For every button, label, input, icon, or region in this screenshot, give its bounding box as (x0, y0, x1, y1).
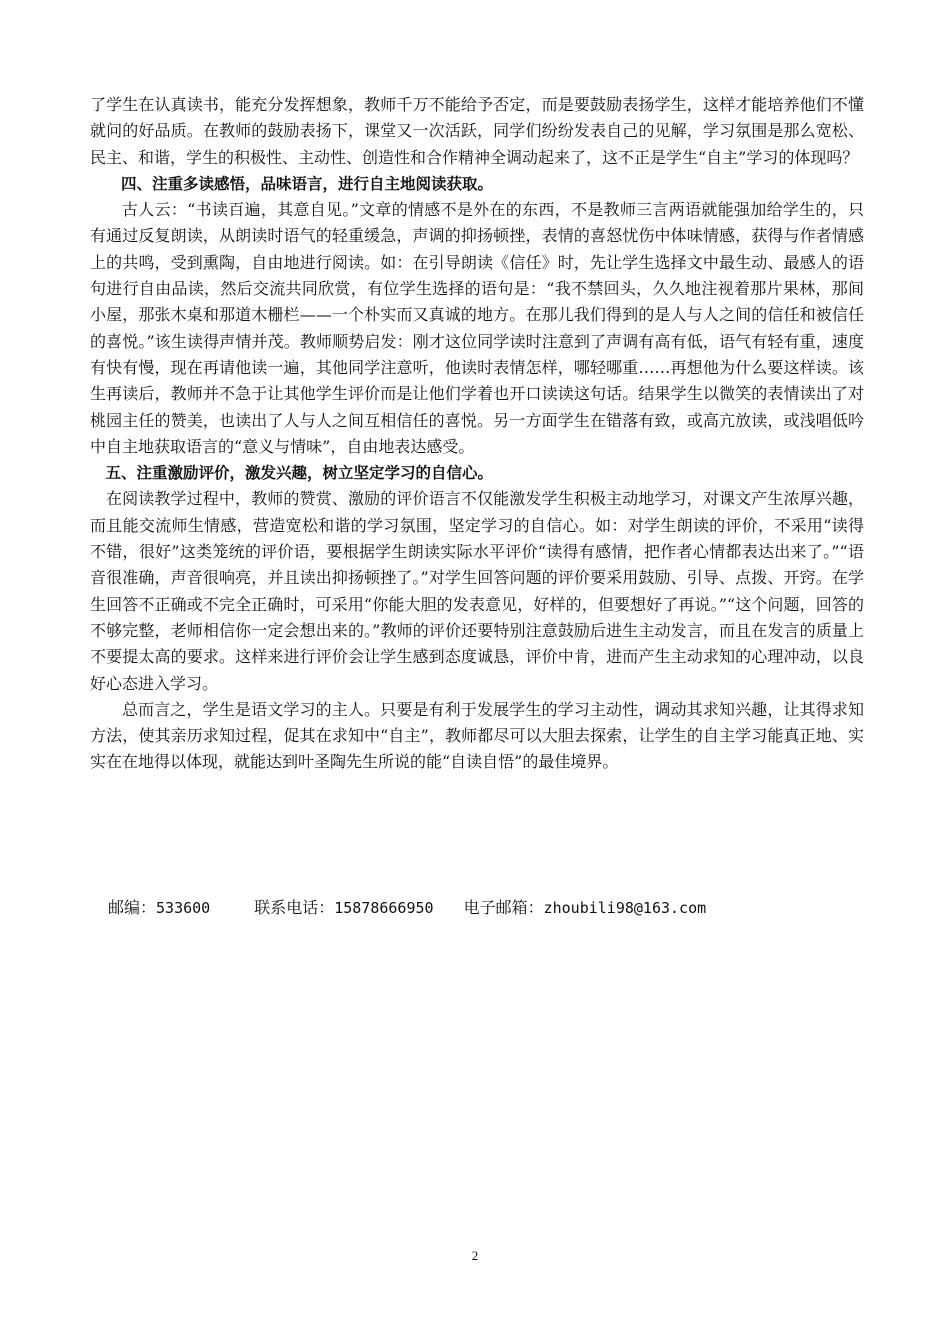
paragraph-reading-practice: 古人云：“书读百遍，其意自见。”文章的情感不是外在的东西，不是教师三言两语就能强加给学生的，只有通过反复朗读，从朗读时语气的轻重缓急，声调的抑扬顿挫，表情的喜怒忧伤中体味情感，获得与作者情感上的共鸣，受到熏陶，自由地进行阅读。如：在引导朗读《信任》时，先让学生选择文中最生动、最感人的语句进行自由品读，然后交流共同欣赏，有位学生选择的语句是：“我不禁回头，久久地注视着那片果林，那间小屋，那张木桌和那道木栅栏——一个朴实而又真诚的地方。在那儿我们得到的是人与人之间的信任和被信任的喜悦。”该生读得声情并茂。教师顺势启发：刚才这位同学读时注意到了声调有高有低，语气有轻有重，速度有快有慢，现在再请他读一遍，其他同学注意听，他读时表情怎样，哪轻哪重……再想他为什么要这样读。该生再读后，教师并不急于让其他学生评价而是让他们学着也开口读读这句话。结果学生以微笑的表情读出了对桃园主任的赞美，也读出了人与人之间互相信任的喜悦。另一方面学生在错落有致，或高亢放读，或浅唱低吟中自主地获取语言的“意义与情味”，自由地表达感受。 (90, 200, 864, 456)
email-label: 电子邮箱： (463, 898, 544, 917)
document-body (90, 92, 864, 776)
section-heading-4: 四、注重多读感悟，品味语言，进行自主地阅读获取。 (121, 174, 494, 193)
paragraph-continuation: 了学生在认真读书，能充分发挥想象，教师千万不能给予否定，而是要鼓励表扬学生，这样才能培养他们不懂就问的好品质。在教师的鼓励表扬下，课堂又一次活跃，同学们纷纷发表自己的见解，学习氛围是那么宽松、民主、和谐，学生的积极性、主动性、创造性和合作精神全调动起来了，这不正是学生“自主”学习的体现吗？ (90, 95, 864, 167)
postcode-value: 533600 (156, 899, 211, 917)
paragraph-encouragement: 在阅读教学过程中，教师的赞赏、激励的评价语言不仅能激发学生积极主动地学习，对课文产生浓厚兴趣，而且能交流师生情感，营造宽松和谐的学习氛围，坚定学习的自信心。如：对学生朗读的评价，不采用“读得不错，很好”这类笼统的评价语，要根据学生朗读实际水平评价“读得有感情，把作者心情都表达出来了。”“语音很准确，声音很响亮，并且读出抑扬顿挫了。”对学生回答问题的评价要采用鼓励、引导、点拨、开窍。在学生回答不正确或不完全正确时，可采用“你能大胆的发表意见，好样的，但要想好了再说。”“这个问题，回答的不够完整，老师相信你一定会想出来的。”教师的评价还要特别注意鼓励后进生主动发言，而且在发言的质量上不要提太高的要求。这样来进行评价会让学生感到态度诚恳，评价中肯，进而产生主动求知的心理冲动，以良好心态进入学习。 (90, 489, 864, 693)
postcode-label: 邮编： (108, 898, 157, 917)
contact-info (108, 896, 706, 920)
phone-value: 15878666950 (334, 899, 434, 917)
page-number: 2 (471, 1248, 479, 1263)
phone-label: 联系电话： (254, 898, 335, 917)
paragraph-conclusion: 总而言之，学生是语文学习的主人。只要是有利于发展学生的学习主动性，调动其求知兴趣，让其得求知方法，使其亲历求知过程，促其在求知中“自主”，教师都尽可以大胆去探索，让学生的自主学习能真正地、实实在在地得以体现，就能达到叶圣陶先生所说的能“自读自悟”的最佳境界。 (90, 699, 864, 772)
section-heading-5: 五、注重激励评价，激发兴趣，树立坚定学习的自信心。 (105, 464, 494, 483)
email-value: zhoubili98@163.com (543, 899, 707, 917)
